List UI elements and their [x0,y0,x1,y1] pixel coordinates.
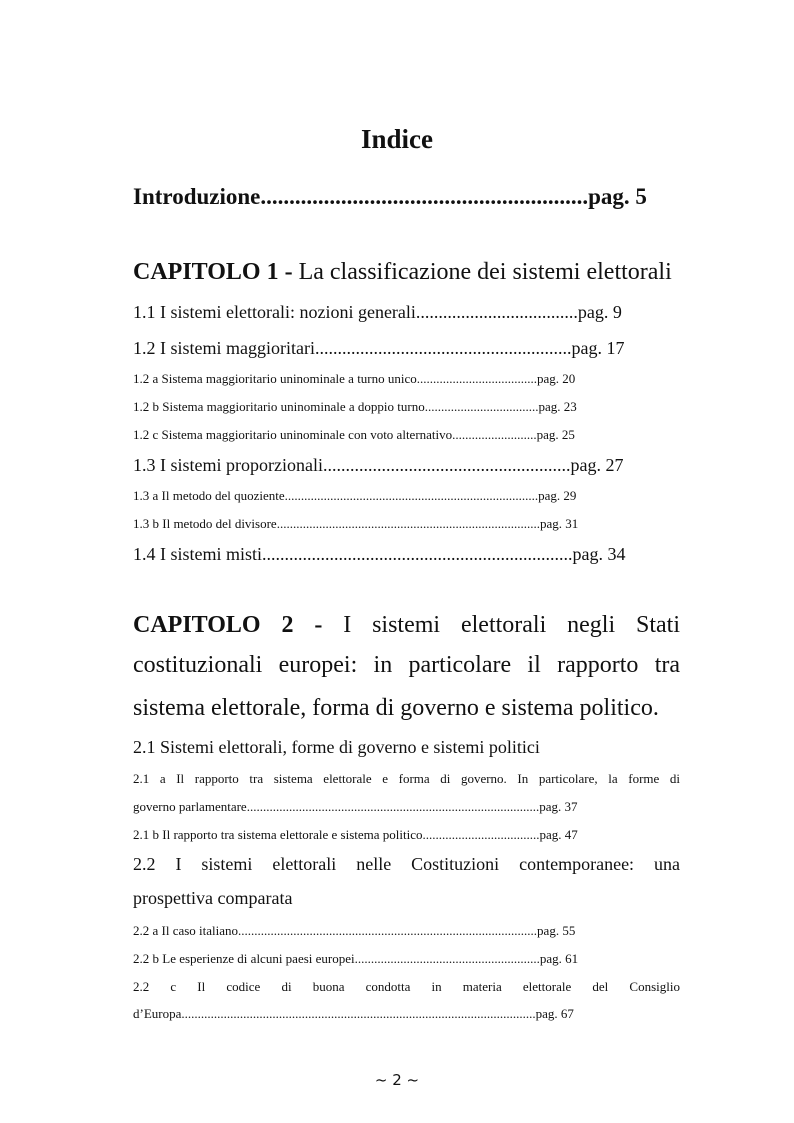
toc-item-1-2-a: 1.2 a Sistema maggioritario uninominale a turno unico.....................................pag. 20 [133,371,576,386]
toc-item-1-2-b: 1.2 b Sistema maggioritario uninominale a doppio turno...................................pag. 23 [133,399,577,414]
toc-item-1-3-b: 1.3 b Il metodo del divisore.................................................................................pag. 31 [133,516,579,531]
toc-item-2-2-b: 2.2 b Le esperienze di alcuni paesi europei.........................................................pag. 61 [133,951,579,966]
chapter-1-heading [133,259,680,286]
chapter-2-heading-line-2: costituzionali europei: in particolare il rapporto tra [133,652,680,678]
toc-item-1-2-c: 1.2 c Sistema maggioritario uninominale con voto alternativo..........................pag. 25 [133,427,575,442]
page-number: ~ 2 ~ [374,1071,420,1089]
toc-item-1-3: 1.3 I sistemi proporzionali.......................................................pag. 27 [133,455,624,475]
chapter-1-label: CAPITOLO 1 - [133,259,299,285]
toc-item-2-2-c-line-1: 2.2 c Il codice di buona condotta in materia elettorale del Consiglio [133,979,680,994]
toc-item-1-3-a: 1.3 a Il metodo del quoziente..............................................................................pag. 29 [133,488,577,503]
page-title: Indice [360,124,433,154]
toc-item-2-2-line-1: 2.2 I sistemi elettorali nelle Costituzioni contemporanee: una [133,854,680,874]
chapter-2-heading-line-1 [133,612,680,639]
toc-item-2-1-a-line-1: 2.1 a Il rapporto tra sistema elettorale e forma di governo. In particolare, la forme di [133,771,680,786]
chapter-1-title: La classificazione dei sistemi elettorali [298,259,672,285]
chapter-2-heading-line-3: sistema elettorale, forma di governo e sistema politico. [133,695,659,721]
toc-item-2-1: 2.1 Sistemi elettorali, forme di governo e sistemi politici [133,737,540,757]
chapter-2-title-part-1: I sistemi elettorali negli Stati [343,612,680,638]
toc-item-1-2: 1.2 I sistemi maggioritari.........................................................pag. 17 [133,338,625,358]
chapter-2-label: CAPITOLO 2 - [133,612,344,638]
toc-item-1-1: 1.1 I sistemi elettorali: nozioni generali....................................pag. 9 [133,302,622,322]
toc-item-2-1-a-line-2: governo parlamentare..........................................................................................pag. 37 [133,799,578,814]
toc-item-1-4: 1.4 I sistemi misti.....................................................................pag. 34 [133,544,626,564]
toc-item-2-1-b: 2.1 b Il rapporto tra sistema elettorale e sistema politico....................................pag. 47 [133,827,578,842]
toc-introduzione: Introduzione.........................................................pag. 5 [133,184,647,209]
toc-item-2-2-c-line-2: d’Europa.............................................................................................................pag. 67 [133,1006,574,1021]
toc-item-2-2-line-2: prospettiva comparata [133,888,293,908]
toc-item-2-2-a: 2.2 a Il caso italiano............................................................................................pag. 55 [133,923,576,938]
